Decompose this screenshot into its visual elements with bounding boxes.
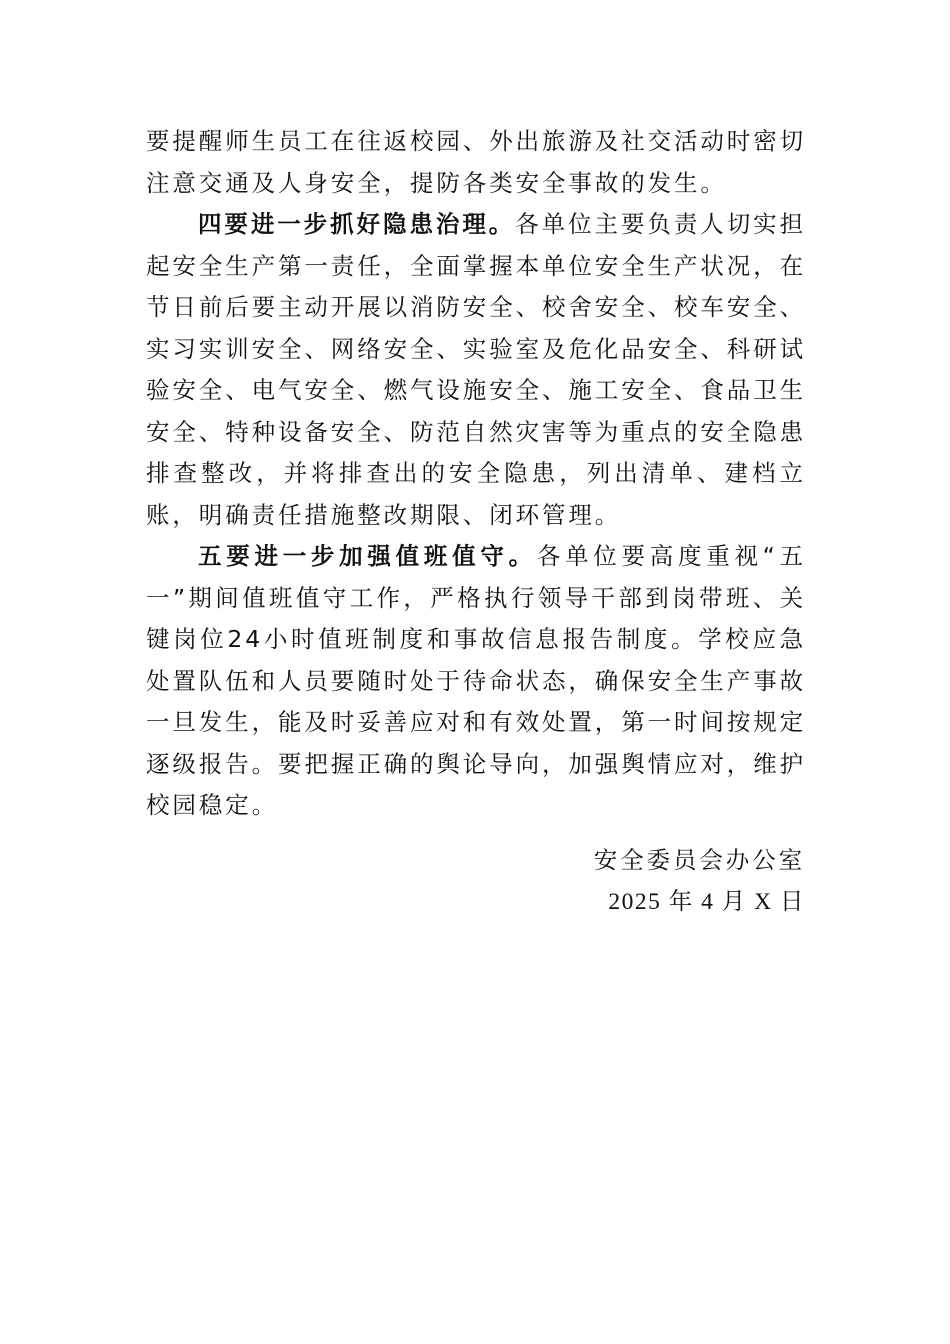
paragraph-text: 各单位主要负责人切实担起安全生产第一责任，全面掌握本单位安全生产状况，在节日前后要主动开展以消防安全、校舍安全、校车安全、实习实训安全、网络安全、实验室及危化品安全、科研试验安全、电气安全、燃气设施安全、施工安全、食品卫生安全、特种设备安全、防范自然灾害等为重点的安全隐患排查整改，并将排查出的安全隐患，列出清单、建档立账，明确责任措施整改期限、闭环管理。 — [146, 210, 806, 529]
issue-date: 2025 年 4 月 X 日 — [608, 888, 805, 915]
paragraph-hazard-governance — [146, 204, 806, 536]
paragraph-heading: 四要进一步抓好隐患治理。 — [198, 210, 516, 238]
paragraph-heading: 五要进一步加强值班值守。 — [198, 542, 537, 570]
issuing-office: 安全委员会办公室 — [593, 846, 805, 874]
paragraph-continuation — [146, 121, 806, 204]
paragraph-text: 要提醒师生员工在往返校园、外出旅游及社交活动时密切注意交通及人身安全，提防各类安全事故的发生。 — [146, 127, 806, 197]
paragraph-text: 各单位要高度重视“五一”期间值班值守工作，严格执行领导干部到岗带班、关键岗位24小时值班制度和事故信息报告制度。学校应急处置队伍和人员要随时处于待命状态，确保安全生产事故一旦发生，能及时妥善应对和有效处置，第一时间按规定逐级报告。要把握正确的舆论导向，加强舆情应对，维护校园稳定。 — [146, 542, 806, 819]
signature-block — [594, 840, 805, 923]
paragraph-duty-watch — [146, 536, 806, 827]
document-body — [146, 121, 806, 827]
